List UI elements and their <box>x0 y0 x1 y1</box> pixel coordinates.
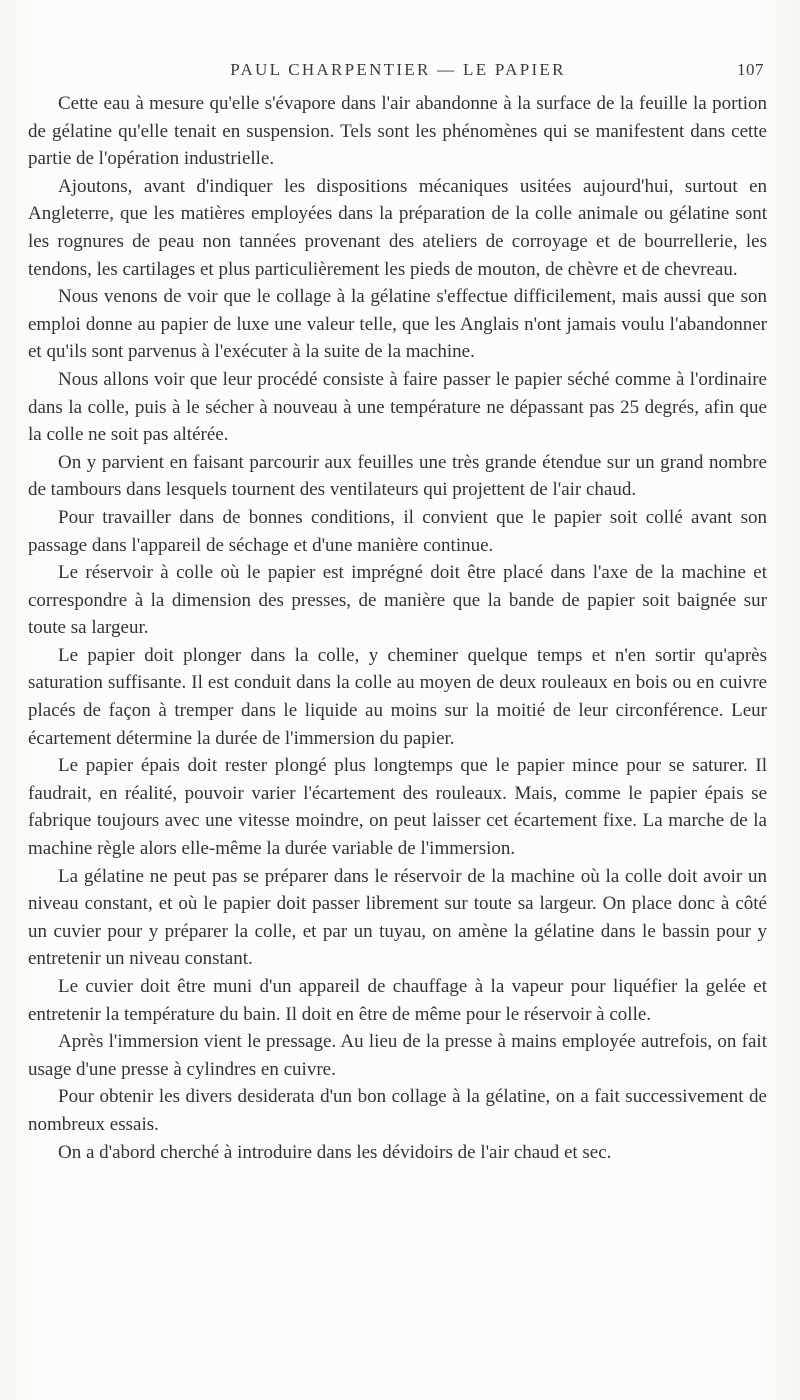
paragraph: Nous allons voir que leur procédé consiste à faire passer le papier séché comme à l'ordinaire dans la colle, puis à le sécher à nouveau à une température ne dépassant pas 25 degrés, afin que la colle ne soit pas altérée. <box>28 368 767 446</box>
paragraph: On a d'abord cherché à introduire dans les dévidoirs de l'air chaud et sec. <box>58 1141 612 1163</box>
page-number: 107 <box>737 60 764 79</box>
page-header <box>28 60 768 84</box>
paragraph: Pour travailler dans de bonnes conditions, il convient que le papier soit collé avant son passage dans l'appareil de séchage et d'une manière continue. <box>28 506 767 556</box>
paragraph: Le papier épais doit rester plongé plus longtemps que le papier mince pour se saturer. Il faudrait, en réalité, pouvoir varier l'écartement des rouleaux. Mais, comme le papier épais se fabrique toujours avec une vitesse moindre, on peut laisser cet écartement fixe. La marche de la machine règle alors elle-même la durée variable de l'immersion. <box>28 755 767 860</box>
paragraph: Le papier doit plonger dans la colle, y cheminer quelque temps et n'en sortir qu'après saturation suffisante. Il est conduit dans la colle au moyen de deux rouleaux en bois ou en cuivre placés de façon à tremper dans le liquide au moins sur la moitié de leur circonférence. Leur écartement détermine la durée de l'immersion du papier. <box>28 644 767 749</box>
paragraph: La gélatine ne peut pas se préparer dans le réservoir de la machine où la colle doit avoir un niveau constant, et où le papier doit passer librement sur toute sa largeur. On place donc à côté un cuvier pour y préparer la colle, et par un tuyau, on amène la gélatine dans le bassin pour y entretenir un niveau constant. <box>28 865 767 970</box>
paragraph: Le cuvier doit être muni d'un appareil de chauffage à la vapeur pour liquéfier la gelée et entretenir la température du bain. Il doit en être de même pour le réservoir à colle. <box>28 976 767 1025</box>
paragraph: Le réservoir à colle où le papier est imprégné doit être placé dans l'axe de la machine et correspondre à la dimension des presses, de manière que la bande de papier soit baignée sur toute sa largeur. <box>28 562 767 639</box>
paragraph: On y parvient en faisant parcourir aux feuilles une très grande étendue sur un grand nombre de tambours dans lesquels tournent des ventilateurs qui projettent de l'air chaud. <box>28 451 767 501</box>
paragraph: Nous venons de voir que le collage à la gélatine s'effectue difficilement, mais aussi que son emploi donne au papier de luxe une valeur telle, que les Anglais n'ont jamais voulu l'abandonner et qu'ils sont parvenus à l'exécuter à la suite de la machine. <box>28 286 767 363</box>
paragraph: Après l'immersion vient le pressage. Au lieu de la presse à mains employée autrefois, on fait usage d'une presse à cylindres en cuivre. <box>28 1031 767 1080</box>
paragraph: Ajoutons, avant d'indiquer les dispositions mécaniques usitées aujourd'hui, surtout en Angleterre, que les matières employées dans la préparation de la colle animale ou gélatine sont les rognures de peau non tannées provenant des ateliers de corroyage et de bourrellerie, les tendons, les cartilages et plus particulièrement les pieds de mouton, de chèvre et de chevreau. <box>28 175 767 280</box>
paragraph: Cette eau à mesure qu'elle s'évapore dans l'air abandonne à la surface de la feuille la portion de gélatine qu'elle tenait en suspension. Tels sont les phénomènes qui se manifestent dans cette partie de l'opération industrielle. <box>28 93 767 170</box>
body-text <box>28 90 767 1166</box>
running-head: PAUL CHARPENTIER — LE PAPIER <box>230 60 566 79</box>
paragraph: Pour obtenir les divers desiderata d'un bon collage à la gélatine, on a fait successivement de nombreux essais. <box>28 1086 767 1135</box>
